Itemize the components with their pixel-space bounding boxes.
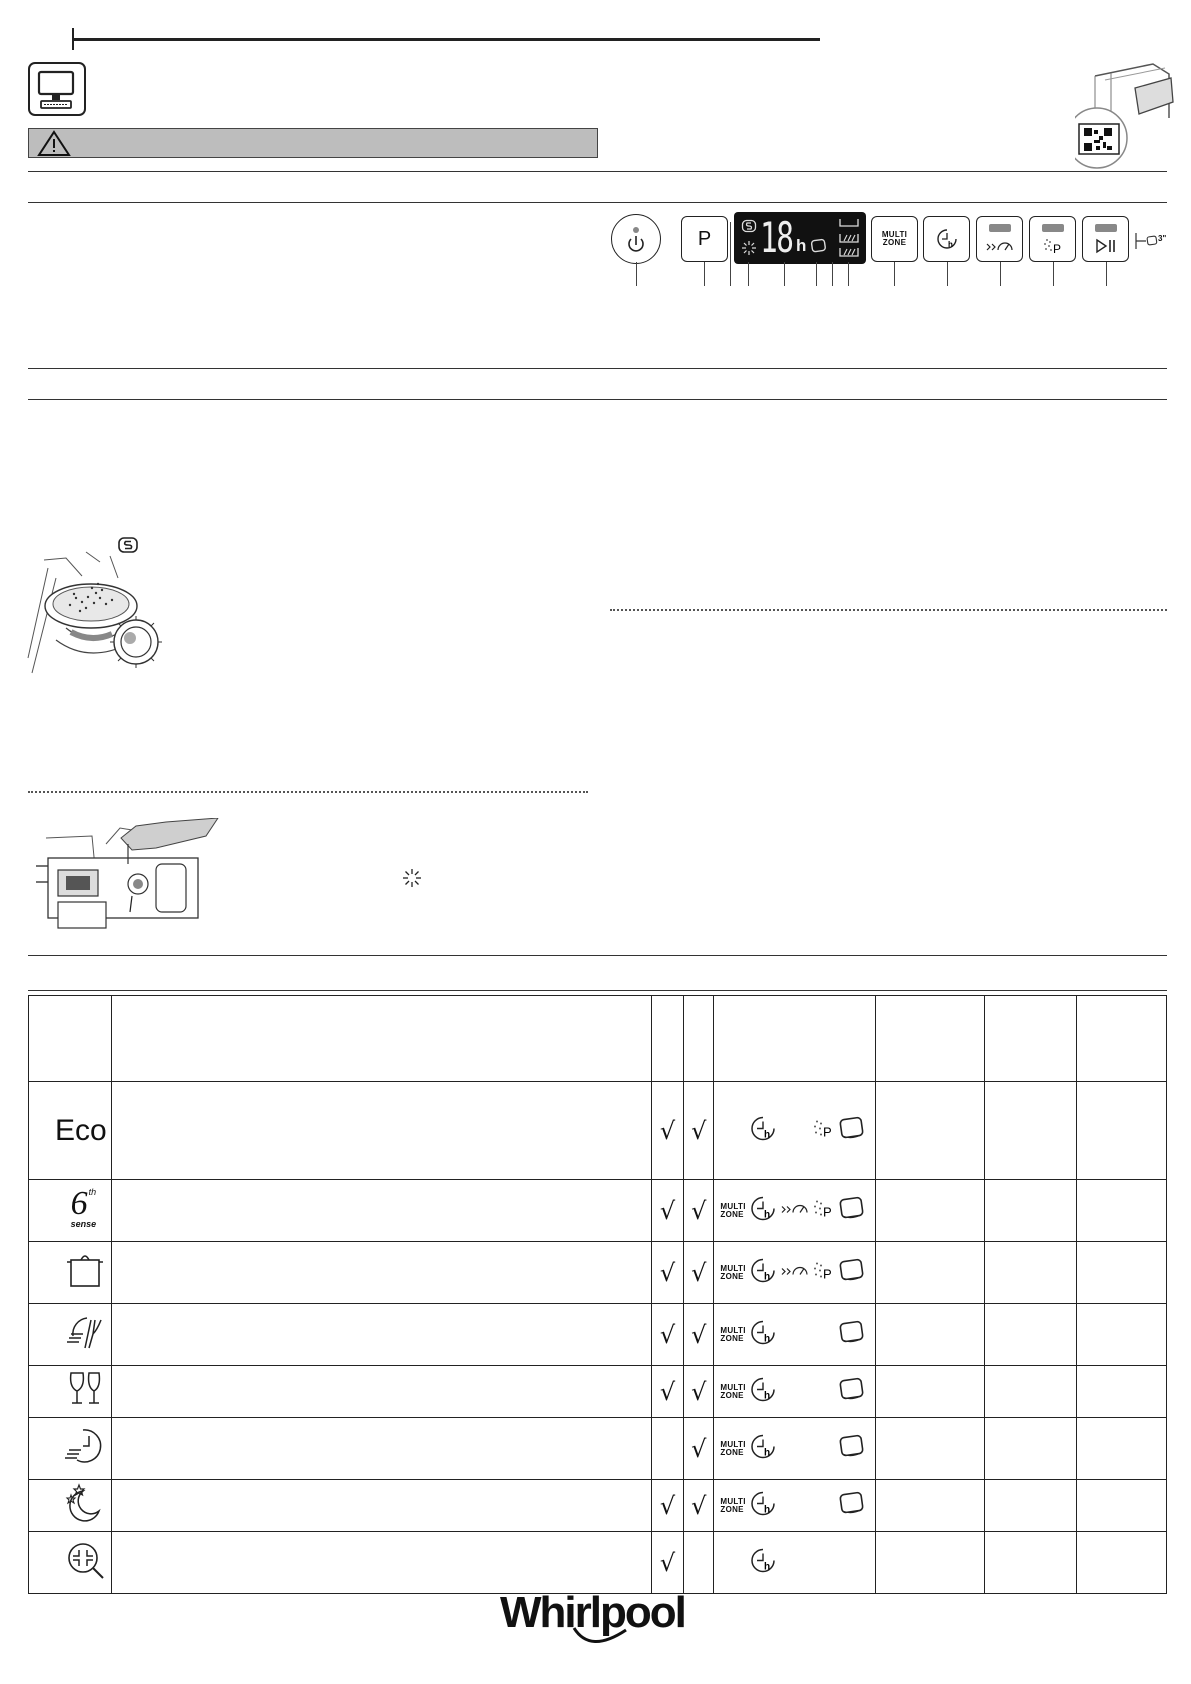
check-mark: √: [651, 1366, 683, 1418]
glass-icon: [63, 1367, 107, 1416]
data-cell: [984, 1242, 1077, 1304]
data-cell: [1077, 1418, 1167, 1480]
program-description-cell: [111, 1366, 651, 1418]
multizone-button[interactable]: [871, 216, 918, 262]
monitor-icon: [28, 62, 86, 116]
program-icon-cell: [29, 1532, 112, 1594]
data-cell: [984, 1418, 1077, 1480]
check-mark: [651, 1418, 683, 1480]
callout-line: [784, 262, 785, 286]
svg-text:P: P: [1052, 242, 1061, 255]
multizone-option-icon: [720, 1203, 745, 1219]
warning-icon: [35, 129, 73, 157]
dotted-divider: [610, 609, 1167, 611]
multizone-line2: ZONE: [720, 1504, 744, 1514]
multizone-label-line2: ZONE: [882, 238, 907, 247]
delay-option-icon: [750, 1547, 776, 1578]
callout-line: [1106, 262, 1107, 286]
multizone-line1: MULTI: [720, 1382, 746, 1392]
program-icon-cell: [29, 1480, 112, 1532]
options-cell: [714, 1532, 875, 1594]
callout-line: [947, 262, 948, 286]
data-cell: [875, 1242, 984, 1304]
callout-line: [848, 262, 849, 286]
turbo-icon: [985, 239, 1015, 253]
lower-basket-icon: [838, 246, 860, 258]
check-mark: √: [684, 1180, 714, 1242]
tablet-option-icon: [838, 1195, 866, 1226]
section-rule: [28, 368, 1167, 369]
multizone-option-icon: [720, 1327, 745, 1343]
delay-option-icon: [750, 1433, 776, 1464]
tablet-hold-hint: [1134, 232, 1170, 250]
data-cell: [984, 1532, 1077, 1594]
data-cell: [1077, 1082, 1167, 1180]
program-description-cell: [111, 1242, 651, 1304]
table-row: [29, 1532, 1167, 1594]
multizone-line2: ZONE: [720, 1390, 744, 1400]
multizone-option-icon: [720, 1265, 745, 1281]
delay-option-icon: [750, 1376, 776, 1407]
data-cell: [1077, 1366, 1167, 1418]
svg-text:P: P: [823, 1266, 833, 1281]
whirlpool-logo: [500, 1588, 700, 1652]
check-mark: √: [651, 1480, 683, 1532]
six-label: 6: [70, 1185, 88, 1222]
options-cell: [714, 1480, 875, 1532]
data-cell: [875, 1180, 984, 1242]
data-cell: [1077, 1480, 1167, 1532]
self-clean-icon: [63, 1538, 107, 1587]
program-icon-cell: [29, 1082, 112, 1180]
svg-text:h: h: [764, 1129, 771, 1140]
data-cell: [984, 1480, 1077, 1532]
svg-text:h: h: [764, 1271, 771, 1282]
check-mark: [684, 1532, 714, 1594]
delay-option-icon: [750, 1257, 776, 1288]
power-button[interactable]: [611, 214, 661, 264]
rinse-aid-symbol-icon: [402, 868, 422, 888]
warning-bar: [28, 128, 598, 158]
dotted-divider: [28, 791, 588, 793]
program-button-label: P: [697, 227, 712, 250]
data-cell: [984, 1180, 1077, 1242]
svg-text:P: P: [823, 1204, 833, 1219]
delay-option-icon: [750, 1490, 776, 1521]
turbo-led: [989, 224, 1011, 232]
check-mark: √: [684, 1304, 714, 1366]
play-pause-icon: [1094, 238, 1118, 254]
start-pause-button[interactable]: [1082, 216, 1129, 262]
display-panel: [734, 212, 866, 264]
callout-line: [832, 262, 833, 286]
delay-option-icon: [750, 1319, 776, 1350]
daily-icon: [63, 1310, 107, 1359]
options-cell: [714, 1366, 875, 1418]
program-icon-cell: [29, 1418, 112, 1480]
table-row: [29, 1180, 1167, 1242]
salt-filling-illustration: [26, 548, 166, 676]
options-cell: [714, 1242, 875, 1304]
sense-label: sense: [70, 1219, 97, 1229]
table-header-row: [29, 996, 1167, 1082]
program-button[interactable]: [681, 216, 728, 262]
callout-line: [816, 262, 817, 286]
delay-button[interactable]: [923, 216, 970, 262]
data-cell: [1077, 1304, 1167, 1366]
multizone-option-icon: [720, 1384, 745, 1400]
top-rule: [72, 38, 820, 41]
multizone-line1: MULTI: [720, 1496, 746, 1506]
tablet-hold-label: 3": [1158, 234, 1167, 243]
table-row: [29, 1418, 1167, 1480]
callout-line: [1053, 262, 1054, 286]
table-row: [29, 1366, 1167, 1418]
callout-line: [704, 262, 705, 286]
data-cell: [875, 1366, 984, 1418]
tablet-option-icon: [838, 1115, 866, 1146]
callout-line: [748, 262, 749, 286]
extra-dry-led: [1042, 224, 1064, 232]
svg-text:h: h: [764, 1504, 771, 1515]
check-mark: √: [684, 1082, 714, 1180]
rinse-aid-icon: [741, 240, 757, 256]
data-cell: [984, 1082, 1077, 1180]
program-description-cell: [111, 1532, 651, 1594]
pot-icon: [63, 1248, 107, 1297]
data-cell: [1077, 1532, 1167, 1594]
data-cell: [875, 1082, 984, 1180]
options-cell: [714, 1180, 875, 1242]
table-row: [29, 1480, 1167, 1532]
data-cell: [1077, 1242, 1167, 1304]
callout-line: [1000, 262, 1001, 286]
extra-dry-button[interactable]: [1029, 216, 1076, 262]
check-mark: √: [684, 1242, 714, 1304]
check-mark: √: [651, 1532, 683, 1594]
tablet-option-icon: [838, 1257, 866, 1288]
multizone-line1: MULTI: [720, 1325, 746, 1335]
section-rule: [28, 990, 1167, 991]
options-cell: [714, 1082, 875, 1180]
multizone-line1: MULTI: [720, 1201, 746, 1211]
tablet-option-icon: [838, 1490, 866, 1521]
tablet-option-icon: [838, 1376, 866, 1407]
section-rule: [28, 399, 1167, 400]
check-mark: √: [684, 1480, 714, 1532]
multizone-option-icon: [720, 1441, 745, 1457]
multizone-line1: MULTI: [720, 1439, 746, 1449]
data-cell: [875, 1532, 984, 1594]
delay-option-icon: [750, 1115, 776, 1146]
check-mark: √: [684, 1418, 714, 1480]
eco-text: [55, 1114, 107, 1148]
night-icon: [63, 1481, 107, 1530]
program-description-cell: [111, 1180, 651, 1242]
tablet-option-icon: [838, 1319, 866, 1350]
options-cell: [714, 1304, 875, 1366]
check-mark: √: [651, 1082, 683, 1180]
callout-line: [894, 262, 895, 286]
multizone-label-line1: MULTI: [881, 230, 908, 239]
turbo-option-icon: [780, 1200, 810, 1221]
check-mark: √: [651, 1304, 683, 1366]
turbo-option-icon: [780, 1262, 810, 1283]
multizone-line2: ZONE: [720, 1209, 744, 1219]
tablet-small-icon: [1146, 235, 1158, 247]
extra-dry-option-icon: [812, 1259, 834, 1286]
middle-basket-icon: [838, 232, 860, 244]
program-table: [28, 995, 1167, 1594]
tablet-indicator-icon: [810, 238, 828, 254]
svg-text:h: h: [764, 1209, 771, 1220]
eco-label: Eco: [54, 1113, 107, 1147]
program-icon-cell: [29, 1180, 112, 1242]
section-rule: [28, 171, 1167, 172]
callout-line: [636, 262, 637, 286]
salt-icon: [741, 219, 757, 233]
turbo-button[interactable]: [976, 216, 1023, 262]
check-mark: √: [651, 1180, 683, 1242]
data-cell: [1077, 1180, 1167, 1242]
rinse-aid-illustration: [36, 818, 222, 934]
svg-text:h: h: [764, 1561, 771, 1572]
data-cell: [984, 1304, 1077, 1366]
section-rule: [28, 202, 1167, 203]
extra-dry-icon: [1041, 237, 1065, 255]
start-led: [1095, 224, 1117, 232]
program-icon-cell: [29, 1366, 112, 1418]
svg-text:h: h: [764, 1447, 771, 1458]
svg-text:h: h: [947, 240, 953, 249]
quick-icon: [63, 1424, 107, 1473]
multizone-line1: MULTI: [720, 1263, 746, 1273]
data-cell: [984, 1366, 1077, 1418]
table-row: [29, 1082, 1167, 1180]
callout-line: [730, 222, 731, 286]
data-cell: [875, 1304, 984, 1366]
logo-text: Whirlpool: [500, 1588, 685, 1637]
display-hours-unit: h: [796, 236, 807, 255]
multizone-line2: ZONE: [720, 1271, 744, 1281]
program-icon-cell: [29, 1242, 112, 1304]
th-label: th: [88, 1187, 97, 1197]
program-description-cell: [111, 1418, 651, 1480]
program-icon-cell: [29, 1304, 112, 1366]
extra-dry-option-icon: [812, 1197, 834, 1224]
multizone-line2: ZONE: [720, 1333, 744, 1343]
options-cell: [714, 1418, 875, 1480]
multizone-option-icon: [720, 1498, 745, 1514]
delay-option-icon: [750, 1195, 776, 1226]
data-cell: [875, 1418, 984, 1480]
program-description-cell: [111, 1480, 651, 1532]
svg-text:h: h: [764, 1390, 771, 1401]
data-cell: [875, 1480, 984, 1532]
6th-sense-icon: [65, 1185, 107, 1231]
dishwasher-qr-icon: [1075, 58, 1175, 170]
program-description-cell: [111, 1082, 651, 1180]
svg-text:h: h: [764, 1333, 771, 1344]
table-row: [29, 1242, 1167, 1304]
display-digits: 18: [760, 213, 793, 262]
check-mark: √: [684, 1366, 714, 1418]
tablet-option-icon: [838, 1433, 866, 1464]
power-icon: [612, 215, 660, 263]
svg-text:P: P: [823, 1124, 833, 1139]
program-description-cell: [111, 1304, 651, 1366]
table-row: [29, 1304, 1167, 1366]
delay-icon: [936, 228, 958, 250]
upper-basket-icon: [838, 218, 860, 228]
section-rule: [28, 955, 1167, 956]
extra-dry-option-icon: [812, 1117, 834, 1144]
check-mark: √: [651, 1242, 683, 1304]
multizone-line2: ZONE: [720, 1447, 744, 1457]
logo-swoosh: [570, 1624, 630, 1654]
